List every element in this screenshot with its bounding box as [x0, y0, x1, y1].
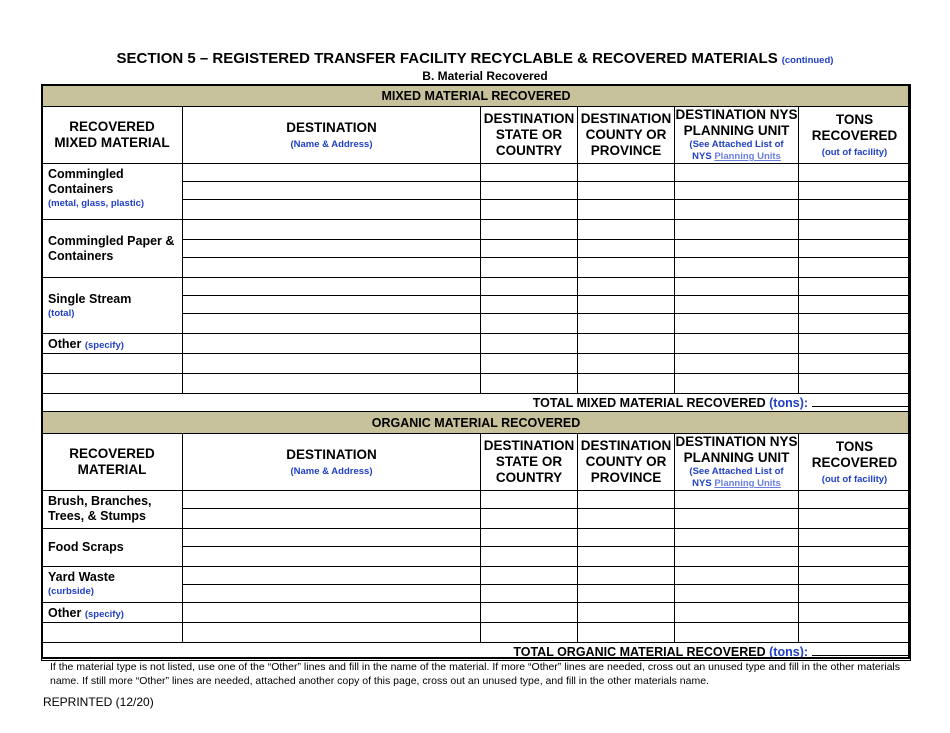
planning-unit-field[interactable] — [675, 509, 799, 529]
destination-field[interactable] — [183, 509, 481, 529]
mixed-total-label: TOTAL MIXED MATERIAL RECOVERED — [532, 395, 766, 410]
tons-field[interactable] — [799, 585, 911, 603]
organic-band-title: ORGANIC MATERIAL RECOVERED — [42, 412, 911, 434]
other-material-field[interactable] — [42, 374, 183, 394]
state-field[interactable] — [481, 220, 578, 240]
tons-field[interactable] — [799, 491, 911, 509]
planning-unit-field[interactable] — [675, 354, 799, 374]
tons-field[interactable] — [799, 547, 911, 567]
table-row — [42, 220, 911, 240]
other-material-field[interactable] — [42, 354, 183, 374]
table-row — [42, 567, 911, 585]
destination-field[interactable] — [183, 182, 481, 200]
state-field[interactable] — [481, 491, 578, 509]
destination-field[interactable] — [183, 567, 481, 585]
planning-unit-field[interactable] — [675, 200, 799, 220]
county-field[interactable] — [578, 278, 675, 296]
row-label-single-stream: Single Stream (total) — [42, 278, 183, 334]
organic-total-field[interactable] — [812, 645, 908, 656]
destination-field[interactable] — [183, 240, 481, 258]
mixed-header-row — [42, 107, 911, 164]
state-field[interactable] — [481, 314, 578, 334]
table-row — [42, 278, 911, 296]
county-field[interactable] — [578, 334, 675, 354]
state-field[interactable] — [481, 200, 578, 220]
county-field[interactable] — [578, 585, 675, 603]
destination-field[interactable] — [183, 529, 481, 547]
tons-field[interactable] — [799, 240, 911, 258]
header-destination-county: DESTINATION COUNTY OR PROVINCE — [578, 107, 675, 164]
destination-field[interactable] — [183, 278, 481, 296]
county-field[interactable] — [578, 509, 675, 529]
destination-field[interactable] — [183, 164, 481, 182]
tons-field[interactable] — [799, 296, 911, 314]
planning-unit-field[interactable] — [675, 547, 799, 567]
county-field[interactable] — [578, 567, 675, 585]
destination-field[interactable] — [183, 296, 481, 314]
destination-field[interactable] — [183, 200, 481, 220]
planning-unit-field[interactable] — [675, 164, 799, 182]
county-field[interactable] — [578, 354, 675, 374]
state-field[interactable] — [481, 509, 578, 529]
row-label-other-organic: Other (specify) — [42, 603, 183, 623]
organic-total-label: TOTAL ORGANIC MATERIAL RECOVERED — [513, 644, 766, 659]
planning-unit-field[interactable] — [675, 296, 799, 314]
destination-field[interactable] — [183, 354, 481, 374]
planning-unit-field[interactable] — [675, 585, 799, 603]
table-row — [42, 529, 911, 547]
tons-field[interactable] — [799, 220, 911, 240]
tons-field[interactable] — [799, 258, 911, 278]
county-field[interactable] — [578, 314, 675, 334]
state-field[interactable] — [481, 182, 578, 200]
row-label-other-mixed: Other (specify) — [42, 334, 183, 354]
reprint-date: REPRINTED (12/20) — [43, 695, 154, 709]
county-field[interactable] — [578, 603, 675, 623]
county-field[interactable] — [578, 164, 675, 182]
state-field[interactable] — [481, 240, 578, 258]
tons-field[interactable] — [799, 509, 911, 529]
state-field[interactable] — [481, 334, 578, 354]
table-row — [42, 374, 911, 394]
tons-field[interactable] — [799, 182, 911, 200]
table-row — [42, 354, 911, 374]
table-row — [42, 334, 911, 354]
tons-field[interactable] — [799, 374, 911, 394]
county-field[interactable] — [578, 374, 675, 394]
planning-unit-field[interactable] — [675, 491, 799, 509]
planning-unit-field[interactable] — [675, 258, 799, 278]
county-field[interactable] — [578, 491, 675, 509]
planning-unit-field[interactable] — [675, 529, 799, 547]
header-recovered-material: RECOVERED MATERIAL — [42, 434, 183, 491]
state-field[interactable] — [481, 374, 578, 394]
tons-field[interactable] — [799, 567, 911, 585]
organic-total-row — [42, 643, 911, 661]
row-label-brush-branches: Brush, Branches, Trees, & Stumps — [42, 491, 183, 529]
state-field[interactable] — [481, 529, 578, 547]
planning-units-link[interactable]: Planning Units — [714, 151, 781, 162]
state-field[interactable] — [481, 258, 578, 278]
header-tons-recovered: TONS RECOVERED (out of facility) — [799, 434, 911, 491]
county-field[interactable] — [578, 240, 675, 258]
mixed-band-row — [42, 85, 911, 107]
tons-field[interactable] — [799, 623, 911, 643]
state-field[interactable] — [481, 567, 578, 585]
planning-unit-field[interactable] — [675, 567, 799, 585]
other-material-field[interactable] — [42, 623, 183, 643]
planning-unit-field[interactable] — [675, 623, 799, 643]
tons-field[interactable] — [799, 603, 911, 623]
mixed-total-unit: (tons): — [769, 395, 809, 410]
state-field[interactable] — [481, 354, 578, 374]
tons-field[interactable] — [799, 334, 911, 354]
destination-field[interactable] — [183, 547, 481, 567]
table-row — [42, 164, 911, 182]
tons-field[interactable] — [799, 354, 911, 374]
header-destination: DESTINATION (Name & Address) — [183, 107, 481, 164]
destination-field[interactable] — [183, 491, 481, 509]
row-label-yard-waste: Yard Waste (curbside) — [42, 567, 183, 603]
county-field[interactable] — [578, 200, 675, 220]
planning-unit-field[interactable] — [675, 240, 799, 258]
header-destination-county: DESTINATION COUNTY OR PROVINCE — [578, 434, 675, 491]
destination-field[interactable] — [183, 334, 481, 354]
section-title-text: SECTION 5 – REGISTERED TRANSFER FACILITY RECYCLABLE & RECOVERED MATERIALS — [116, 50, 778, 67]
state-field[interactable] — [481, 585, 578, 603]
table-row — [42, 623, 911, 643]
mixed-total-row — [42, 394, 911, 412]
county-field[interactable] — [578, 529, 675, 547]
instructions-note: If the material type is not listed, use one of the “Other” lines and fill in the name of the material. If more “Other” lines are needed, cross out an unused type and fill in the other materials name. If still more “Other” lines are needed, attached another copy of this page, cross out an unused type, and fill in the other materials name. — [50, 661, 900, 687]
header-destination-state: DESTINATION STATE OR COUNTRY — [481, 434, 578, 491]
state-field[interactable] — [481, 547, 578, 567]
organic-header-row — [42, 434, 911, 491]
tons-field[interactable] — [799, 529, 911, 547]
destination-field[interactable] — [183, 374, 481, 394]
row-label-commingled-paper-containers: Commingled Paper & Containers — [42, 220, 183, 278]
table-row — [42, 491, 911, 509]
organic-total-unit: (tons): — [769, 644, 809, 659]
header-destination-state: DESTINATION STATE OR COUNTRY — [481, 107, 578, 164]
header-destination: DESTINATION (Name & Address) — [183, 434, 481, 491]
county-field[interactable] — [578, 547, 675, 567]
tons-field[interactable] — [799, 314, 911, 334]
planning-unit-field[interactable] — [675, 603, 799, 623]
state-field[interactable] — [481, 603, 578, 623]
planning-unit-field[interactable] — [675, 182, 799, 200]
planning-unit-field[interactable] — [675, 314, 799, 334]
continued-label: (continued) — [781, 55, 834, 66]
state-field[interactable] — [481, 296, 578, 314]
material-recovered-table — [41, 84, 911, 661]
header-tons-recovered: TONS RECOVERED (out of facility) — [799, 107, 911, 164]
destination-field[interactable] — [183, 220, 481, 240]
organic-band-row — [42, 412, 911, 434]
header-recovered-mixed-material: RECOVERED MIXED MATERIAL — [42, 107, 183, 164]
section-title — [0, 50, 950, 67]
county-field[interactable] — [578, 623, 675, 643]
planning-unit-field[interactable] — [675, 334, 799, 354]
state-field[interactable] — [481, 623, 578, 643]
tons-field[interactable] — [799, 278, 911, 296]
destination-field[interactable] — [183, 623, 481, 643]
county-field[interactable] — [578, 296, 675, 314]
county-field[interactable] — [578, 220, 675, 240]
destination-field[interactable] — [183, 258, 481, 278]
mixed-band-title: MIXED MATERIAL RECOVERED — [42, 85, 911, 107]
destination-field[interactable] — [183, 585, 481, 603]
county-field[interactable] — [578, 182, 675, 200]
destination-field[interactable] — [183, 314, 481, 334]
header-nys-planning-unit: DESTINATION NYS PLANNING UNIT (See Attached List of NYS Planning Units — [675, 434, 798, 489]
mixed-total-field[interactable] — [812, 396, 908, 407]
tons-field[interactable] — [799, 164, 911, 182]
row-label-commingled-containers: Commingled Containers (metal, glass, plastic) — [42, 164, 183, 220]
state-field[interactable] — [481, 164, 578, 182]
planning-unit-field[interactable] — [675, 278, 799, 296]
county-field[interactable] — [578, 258, 675, 278]
state-field[interactable] — [481, 278, 578, 296]
tons-field[interactable] — [799, 200, 911, 220]
planning-units-link[interactable]: Planning Units — [714, 478, 781, 489]
destination-field[interactable] — [183, 603, 481, 623]
header-nys-planning-unit: DESTINATION NYS PLANNING UNIT (See Attached List of NYS Planning Units — [675, 107, 798, 162]
planning-unit-field[interactable] — [675, 374, 799, 394]
planning-unit-field[interactable] — [675, 220, 799, 240]
table-row — [42, 603, 911, 623]
section-subtitle: B. Material Recovered — [422, 69, 548, 83]
row-label-food-scraps: Food Scraps — [42, 529, 183, 567]
